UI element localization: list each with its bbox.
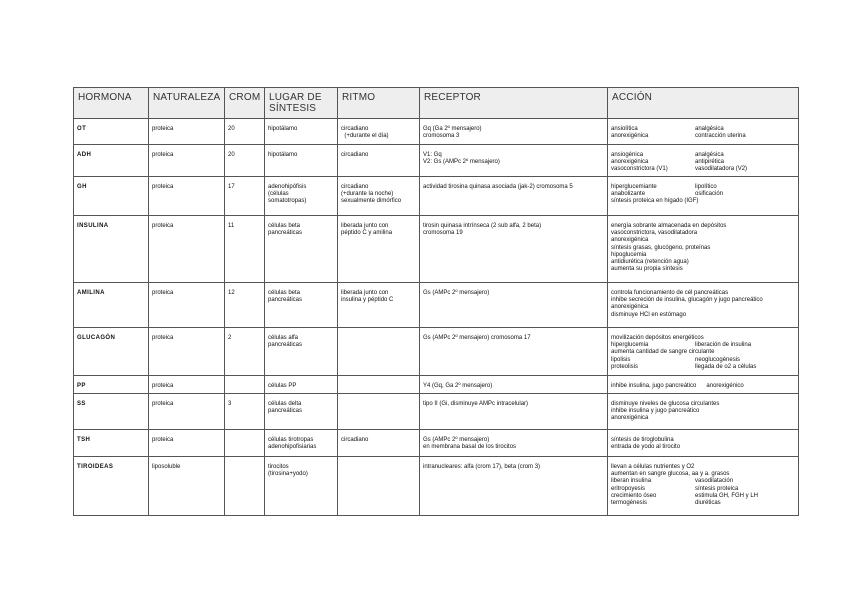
ritmo-line: circadiano [341,152,369,158]
accion-line: disminuye niveles de glucosa circulantes [611,401,720,407]
cell-accion [608,216,799,283]
cell-naturaleza: proteica [149,394,225,430]
cell-crom [225,457,265,516]
cell-accion [608,177,799,216]
cell-receptor [420,430,608,457]
cell-receptor [420,457,608,516]
cell-hormona: PP [74,376,149,394]
action-text: hiperglucemia [611,342,649,349]
cell-ritmo [338,376,420,394]
action-line [611,464,795,471]
lugar-line: pancreáticas [268,408,303,415]
cell-accion [608,119,799,145]
cell-lugar [265,328,338,376]
action-line [611,335,795,342]
ritmo-line: liberada junto con [341,223,389,229]
action-line [611,342,795,349]
action-line [611,357,795,364]
cell-naturaleza: proteica [149,430,225,457]
cell-accion [608,328,799,376]
action-line [611,184,795,191]
table-row [74,430,799,457]
cell-receptor [420,328,608,376]
cell-naturaleza: proteica [149,216,225,283]
header-hormona: HORMONA [74,88,149,119]
action-text: ansiolítica [611,126,638,132]
lugar-line: somatotropas) [268,198,307,205]
cell-receptor [420,394,608,430]
cell-naturaleza: proteica [149,283,225,328]
cell-hormona: TSH [74,430,149,457]
action-text: lipolisis [611,356,631,363]
receptor-line: tipo II (Gi, disminuye AMPc intracelular) [423,401,529,407]
action-text: anabolizante [611,191,646,198]
receptor-line: Gq (Ga 2º mensajero) [423,126,482,132]
action-text: liberan insulina [611,478,652,485]
action-text: vasoconstrictora (V1) [611,166,668,173]
table-row [74,145,799,177]
accion-line: aumenta su propia síntesis [611,266,683,273]
action-text [695,335,795,342]
header-accion: ACCIÓN [608,88,799,119]
action-line [611,191,795,198]
action-text: neoglucogénesis [695,356,741,363]
ritmo-line: (+durante el día) [341,133,389,140]
action-text: síntesis proteica [695,485,739,492]
receptor-line: actividad tirosina quinasa asociada (jak-2) cromosoma 5 [423,184,573,190]
lugar-line: células delta [268,401,302,407]
cell-ritmo [338,430,420,457]
cell-crom: 20 [225,119,265,145]
action-line [611,364,795,371]
action-line [611,126,795,133]
action-text: diuréticas [695,500,721,507]
receptor-line: V1: Gq [423,152,442,158]
accion-line: energía sobrante almacenada en depósitos [611,223,727,229]
action-line [611,133,795,140]
accion-line: disminuye HCl en estómago [611,311,687,318]
cell-lugar [265,216,338,283]
accion-line: síntesis de tiroglobulina [611,437,674,443]
cell-naturaleza: proteica [149,177,225,216]
cell-hormona: TIROIDEAS [74,457,149,516]
action-line [611,159,795,166]
cell-lugar [265,394,338,430]
ritmo-line: circadiano [341,126,369,132]
receptor-line: Gs (AMPc 2º mensajero) [423,290,490,296]
cell-hormona: ADH [74,145,149,177]
cell-receptor [420,177,608,216]
cell-ritmo [338,457,420,516]
cell-ritmo [338,145,420,177]
receptor-line: Gs (AMPc 2º mensajero) [423,437,490,443]
header-receptor: RECEPTOR [420,88,608,119]
cell-lugar [265,145,338,177]
cell-crom: 2 [225,328,265,376]
table-row [74,177,799,216]
lugar-line: pancreáticas [268,297,303,304]
accion-line: controla funcionamiento de cél pancreáticas [611,290,729,296]
cell-naturaleza: proteica [149,328,225,376]
ritmo-line: péptido C y amilina [341,230,393,237]
lugar-line: (células [268,191,289,198]
cell-accion [608,394,799,430]
action-text: analgésica [695,126,724,132]
cell-lugar [265,457,338,516]
cell-crom: 12 [225,283,265,328]
action-text: termogénesis [611,500,648,507]
cell-receptor [420,145,608,177]
action-text: osificación [695,191,724,198]
action-text: movilización depósitos energéticos [611,335,704,341]
table-row [74,376,799,394]
accion-line: síntesis grasas, glucógeno, proteínas [611,244,711,251]
cell-crom: 11 [225,216,265,283]
header-naturaleza: NATURALEZA [149,88,225,119]
action-text: liberación de insulina [695,342,752,349]
accion-line: anorexigénica [611,415,649,422]
table-row [74,328,799,376]
action-text: proteolisis [611,363,639,370]
action-text: analgésica [695,152,724,158]
table-row [74,457,799,516]
cell-hormona: OT [74,119,149,145]
action-text [695,471,795,478]
header-lugar: LUGAR DE SÍNTESIS [265,88,338,119]
cell-accion [608,376,799,394]
action-text [695,198,795,205]
action-text: estimula GH, FGH y LH [695,492,759,499]
cell-naturaleza: proteica [149,119,225,145]
lugar-line: células PP [268,383,297,389]
cell-hormona: GLUCAGÓN [74,328,149,376]
cell-ritmo [338,216,420,283]
cell-lugar [265,430,338,457]
cell-ritmo [338,283,420,328]
lugar-line: hipotálamo [268,152,298,158]
lugar-line: células tirotropas [268,437,314,443]
header-crom: CROM [225,88,265,119]
accion-line: inhibe secreción de insulina, glucagón y jugo pancreático [611,297,763,304]
table-row [74,394,799,430]
receptor-line: en membrana basal de los tirocitos [423,444,517,451]
action-line [611,166,795,173]
accion-line: inhibe insulina, jugo pancreático anorexigénico [611,383,744,389]
lugar-line: pancreáticas [268,230,303,237]
action-text: crecimiento óseo [611,492,657,499]
ritmo-line: insulina y péptido C [341,297,394,304]
ritmo-line: circadiano [341,184,369,190]
action-line [611,493,795,500]
action-text [695,464,795,471]
cell-accion [608,145,799,177]
lugar-line: (tirosina+yodo) [268,471,308,478]
cell-receptor [420,376,608,394]
receptor-line: V2: Gs (AMPc 2º mensajero) [423,159,500,166]
accion-line: vasoconstrictora, vasodilatadora [611,230,698,237]
cell-receptor [420,119,608,145]
header-ritmo: RITMO [338,88,420,119]
lugar-line: adenohipófisis [268,184,307,190]
cell-accion [608,457,799,516]
action-line [611,478,795,485]
cell-crom [225,430,265,457]
lugar-line: células alfa [268,335,299,341]
action-text: llevan a células nutrientes y O2 [611,464,695,470]
action-text: anorexigénica [611,133,649,140]
cell-hormona: AMILINA [74,283,149,328]
accion-line: entrada de yodo al tirocito [611,444,681,451]
action-line [611,198,795,205]
action-text: vasodilatadora (V2) [695,166,748,173]
cell-ritmo [338,328,420,376]
cell-receptor [420,283,608,328]
action-line [611,349,795,356]
lugar-line: tirocitos [268,464,289,470]
lugar-line: células beta [268,223,301,229]
cell-hormona: GH [74,177,149,216]
accion-line: anorexigénica [611,304,649,311]
receptor-line: intranucleares: alfa (crom 17), beta (crom 3) [423,464,541,470]
cell-hormona: INSULINA [74,216,149,283]
accion-line: anorexigénica [611,237,649,244]
action-text: eritropoyesis [611,485,646,492]
lugar-line: adenohipofisiarias [268,444,317,451]
cell-naturaleza: proteica [149,376,225,394]
ritmo-line: (+durante la noche) [341,191,394,198]
lugar-line: hipotálamo [268,126,298,132]
receptor-line: cromosoma 19 [423,230,463,237]
lugar-line: pancreáticas [268,342,303,349]
cell-lugar [265,119,338,145]
ritmo-line: circadiano [341,437,369,443]
lugar-line: células beta [268,290,301,296]
cell-crom: 3 [225,394,265,430]
cell-receptor [420,216,608,283]
action-text: llegada de o2 a células [695,363,757,370]
hormone-table [73,87,799,516]
header-row [74,88,799,119]
cell-hormona: SS [74,394,149,430]
cell-lugar [265,283,338,328]
cell-naturaleza: liposoluble [149,457,225,516]
action-line [611,152,795,159]
table-row [74,119,799,145]
table-row [74,216,799,283]
cell-crom: 20 [225,145,265,177]
action-text: vasodilatación [695,478,734,485]
cell-lugar [265,376,338,394]
cell-crom [225,376,265,394]
receptor-line: tirosin quinasa intrínseca (2 sub alfa, 2 beta) [423,223,542,229]
accion-line: hipoglucemia [611,251,647,258]
receptor-line: Gs (AMPc 2º mensajero) cromosoma 17 [423,335,531,341]
action-text: antipirética [695,159,725,166]
action-text: hiperglucemiante [611,184,657,190]
cell-ritmo [338,394,420,430]
action-text [695,349,795,356]
action-text: contracción uterina [695,133,746,140]
accion-line: antidiurética (retención agua) [611,259,689,266]
ritmo-line: sexualmente dimórfico [341,198,402,205]
cell-accion [608,430,799,457]
action-text: ansiogénica [611,152,644,158]
receptor-line: Y4 (Gq, Ga 2º mensajero) [423,383,493,389]
action-text: aumentan en sangre glucosa, aa y a. grasos [611,471,730,478]
action-line [611,500,795,507]
cell-ritmo [338,177,420,216]
action-text: lipolítico [695,184,717,190]
accion-line: inhibe insulina y jugo pancreático [611,408,700,415]
cell-ritmo [338,119,420,145]
cell-accion [608,283,799,328]
ritmo-line: liberada junto con [341,290,389,296]
action-text: anorexigénica [611,159,649,166]
action-text: síntesis proteica en hígado (IGF) [611,198,699,205]
action-line [611,486,795,493]
cell-naturaleza: proteica [149,145,225,177]
table-row [74,283,799,328]
receptor-line: cromosoma 3 [423,133,460,140]
cell-lugar [265,177,338,216]
action-text: aumenta cantidad de sangre circulante [611,349,715,356]
action-line [611,471,795,478]
cell-crom: 17 [225,177,265,216]
